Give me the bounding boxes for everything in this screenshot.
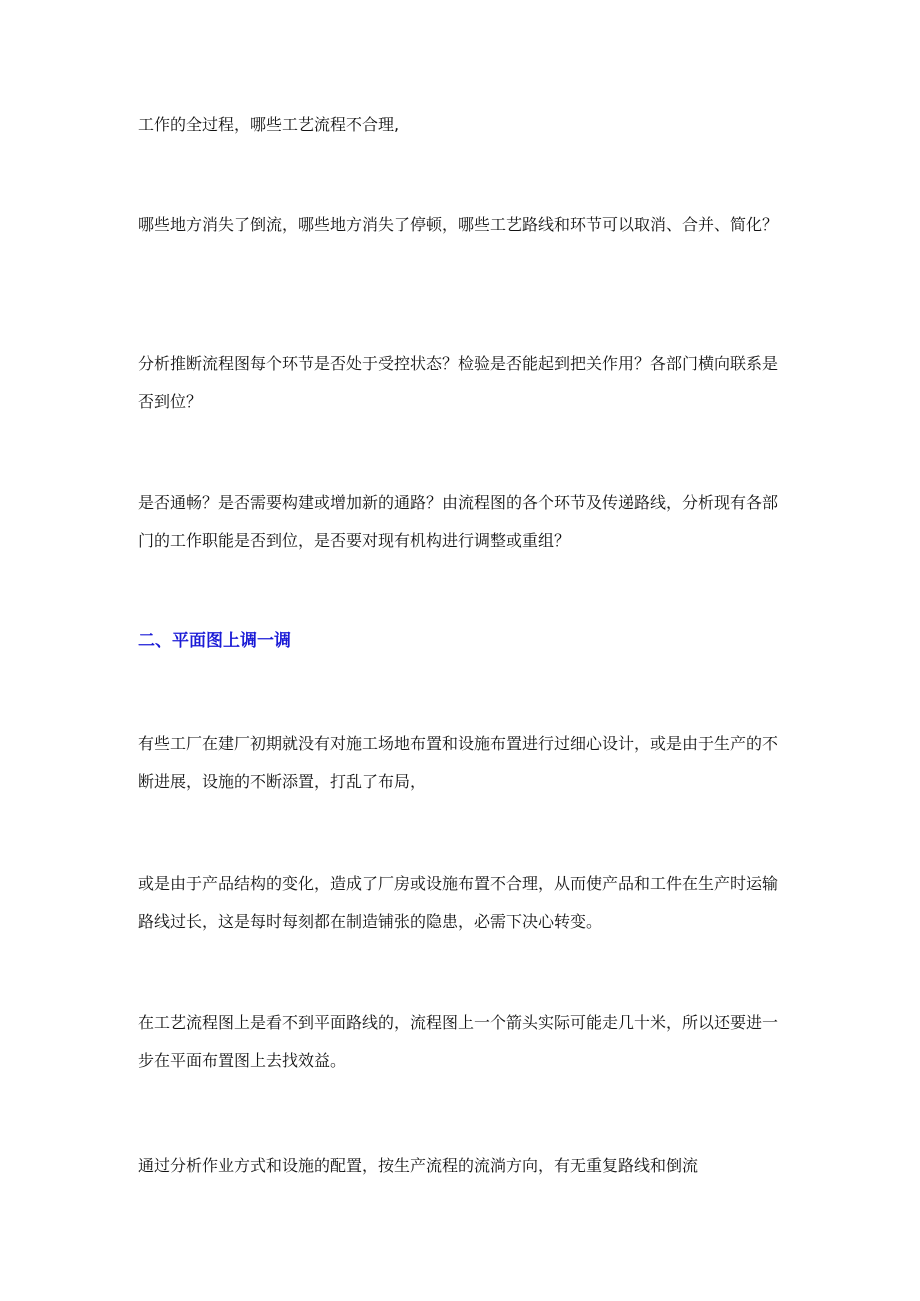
paragraph-4: 是否通畅？是否需要构建或增加新的通路？由流程图的各个环节及传递路线，分析现有各部门的工作职能是否到位，是否要对现有机构进行调整或重组？ xyxy=(138,493,779,550)
paragraph-8: 通过分析作业方式和设施的配置，按生产流程的流淌方向，有无重复路线和倒流 xyxy=(138,1156,699,1175)
paragraph-3: 分析推断流程图每个环节是否处于受控状态？检验是否能起到把关作用？各部门横向联系是否到位？ xyxy=(138,354,779,411)
paragraph-2: 哪些地方消失了倒流，哪些地方消失了停顿，哪些工艺路线和环节可以取消、合并、简化？ xyxy=(138,215,779,234)
paragraph-5: 有些工厂在建厂初期就没有对施工场地布置和设施布置进行过细心设计，或是由于生产的不断进展，设施的不断添置，打乱了布局， xyxy=(138,734,779,791)
paragraph-1: 工作的全过程，哪些工艺流程不合理, xyxy=(138,115,400,134)
section-heading: 二、平面图上调一调 xyxy=(138,631,291,651)
paragraph-7: 在工艺流程图上是看不到平面路线的，流程图上一个箭头实际可能走几十米，所以还要进一步在平面布置图上去找效益。 xyxy=(138,1013,779,1070)
paragraph-6: 或是由于产品结构的变化，造成了厂房或设施布置不合理，从而使产品和工件在生产时运输路线过长，这是每时每刻都在制造铺张的隐患，必需下决心转变。 xyxy=(138,874,779,931)
